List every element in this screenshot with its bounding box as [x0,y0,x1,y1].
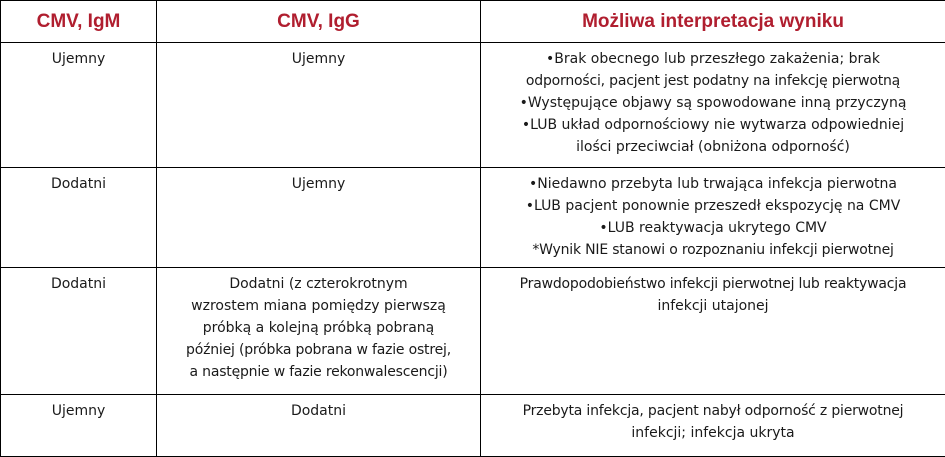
cell-line: infekcji utajonej [487,295,939,317]
cell-igg [157,268,481,395]
cell-line: później (próbka pobrana w fazie ostrej, [163,339,474,361]
cell-line: Prawdopodobieństwo infekcji pierwotnej lub reaktywacja [487,273,939,295]
cell-interpretation [481,268,945,395]
header-igm: CMV, IgM [1,1,157,43]
cell-line: •LUB pacjent ponownie przeszedł ekspozycję na CMV [487,195,939,217]
table-row [1,395,945,457]
cell-line: •Niedawno przebyta lub trwająca infekcja pierwotna [487,173,939,195]
cell-line: odporności, pacjent jest podatny na infekcję pierwotną [487,70,939,92]
cell-igm: Ujemny [1,43,157,168]
cell-line: infekcji; infekcja ukryta [487,422,939,444]
cell-igm: Dodatni [1,268,157,395]
cell-line: ilości przeciwciał (obniżona odporność) [487,136,939,158]
header-igg: CMV, IgG [157,1,481,43]
cell-igm: Dodatni [1,168,157,268]
header-interpretation: Możliwa interpretacja wyniku [481,1,945,43]
cell-interpretation [481,168,945,268]
table-row [1,43,945,168]
cell-interpretation [481,43,945,168]
cell-line: Ujemny [163,173,474,195]
cell-line: •Występujące objawy są spowodowane inną przyczyną [487,92,939,114]
cell-line: Przebyta infekcja, pacjent nabył odporność z pierwotnej [487,400,939,422]
table-row [1,268,945,395]
cell-igm: Ujemny [1,395,157,457]
cell-igg [157,43,481,168]
cell-line: Dodatni (z czterokrotnym [163,273,474,295]
table-row [1,168,945,268]
cell-line: Dodatni [163,400,474,422]
cell-line: Ujemny [163,48,474,70]
cell-igg [157,395,481,457]
cell-line: •LUB reaktywacja ukrytego CMV [487,217,939,239]
cell-igg [157,168,481,268]
cell-line: •LUB układ odpornościowy nie wytwarza odpowiedniej [487,114,939,136]
header-row [1,1,945,43]
cell-line: •Brak obecnego lub przeszłego zakażenia; brak [487,48,939,70]
cell-line: *Wynik NIE stanowi o rozpoznaniu infekcji pierwotnej [487,239,939,261]
cell-line: wzrostem miana pomiędzy pierwszą [163,295,474,317]
cell-line: a następnie w fazie rekonwalescencji) [163,361,474,383]
cell-line: próbką a kolejną próbką pobraną [163,317,474,339]
cell-interpretation [481,395,945,457]
